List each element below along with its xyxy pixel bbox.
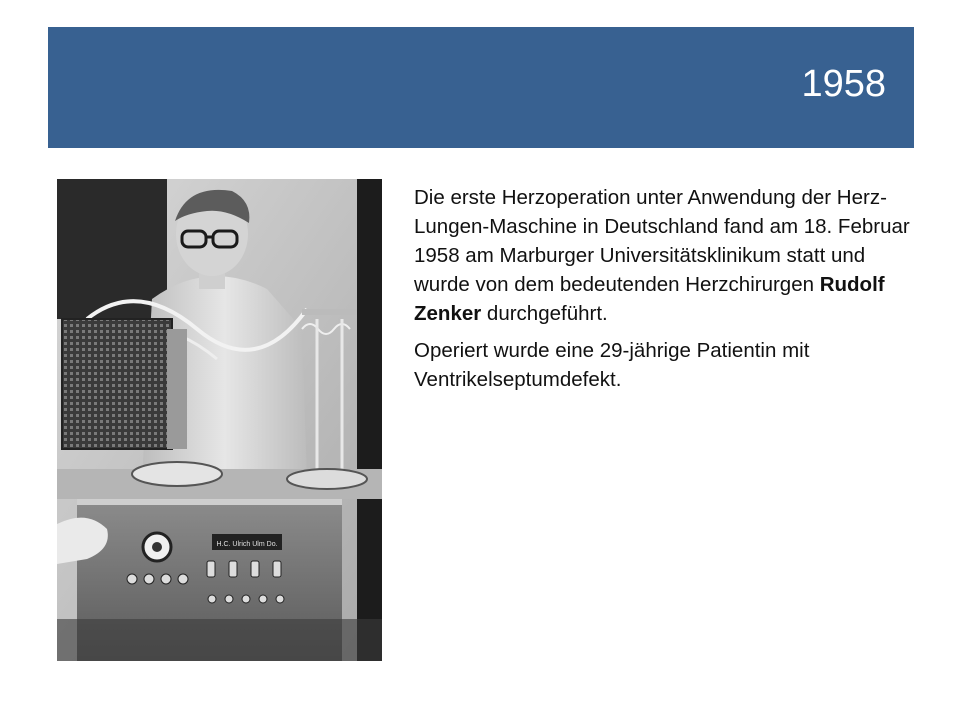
title-bar: [48, 27, 914, 148]
slide-title: 1958: [801, 63, 886, 105]
paragraph-operation: [414, 183, 914, 328]
slide-body: [414, 183, 914, 402]
machine-plate-label: H.C. Ulrich Ulm Do.: [216, 541, 278, 548]
surgeon-name: Rudolf Zenker: [414, 273, 885, 325]
paragraph-operation-end: durchgeführt.: [481, 302, 608, 325]
paragraph-patient: Operiert wurde eine 29-jährige Patientin mit Ventrikelseptumdefekt.: [414, 339, 810, 391]
paragraph-operation-text: Die erste Herzoperation unter Anwendung der Herz-Lungen-Maschine in Deutschland fand am 18. Februar 1958 am Marburger Universitätsklinikum statt und wurde von dem bedeutenden Herzchirurgen: [414, 186, 910, 296]
historical-photo: [57, 179, 382, 661]
